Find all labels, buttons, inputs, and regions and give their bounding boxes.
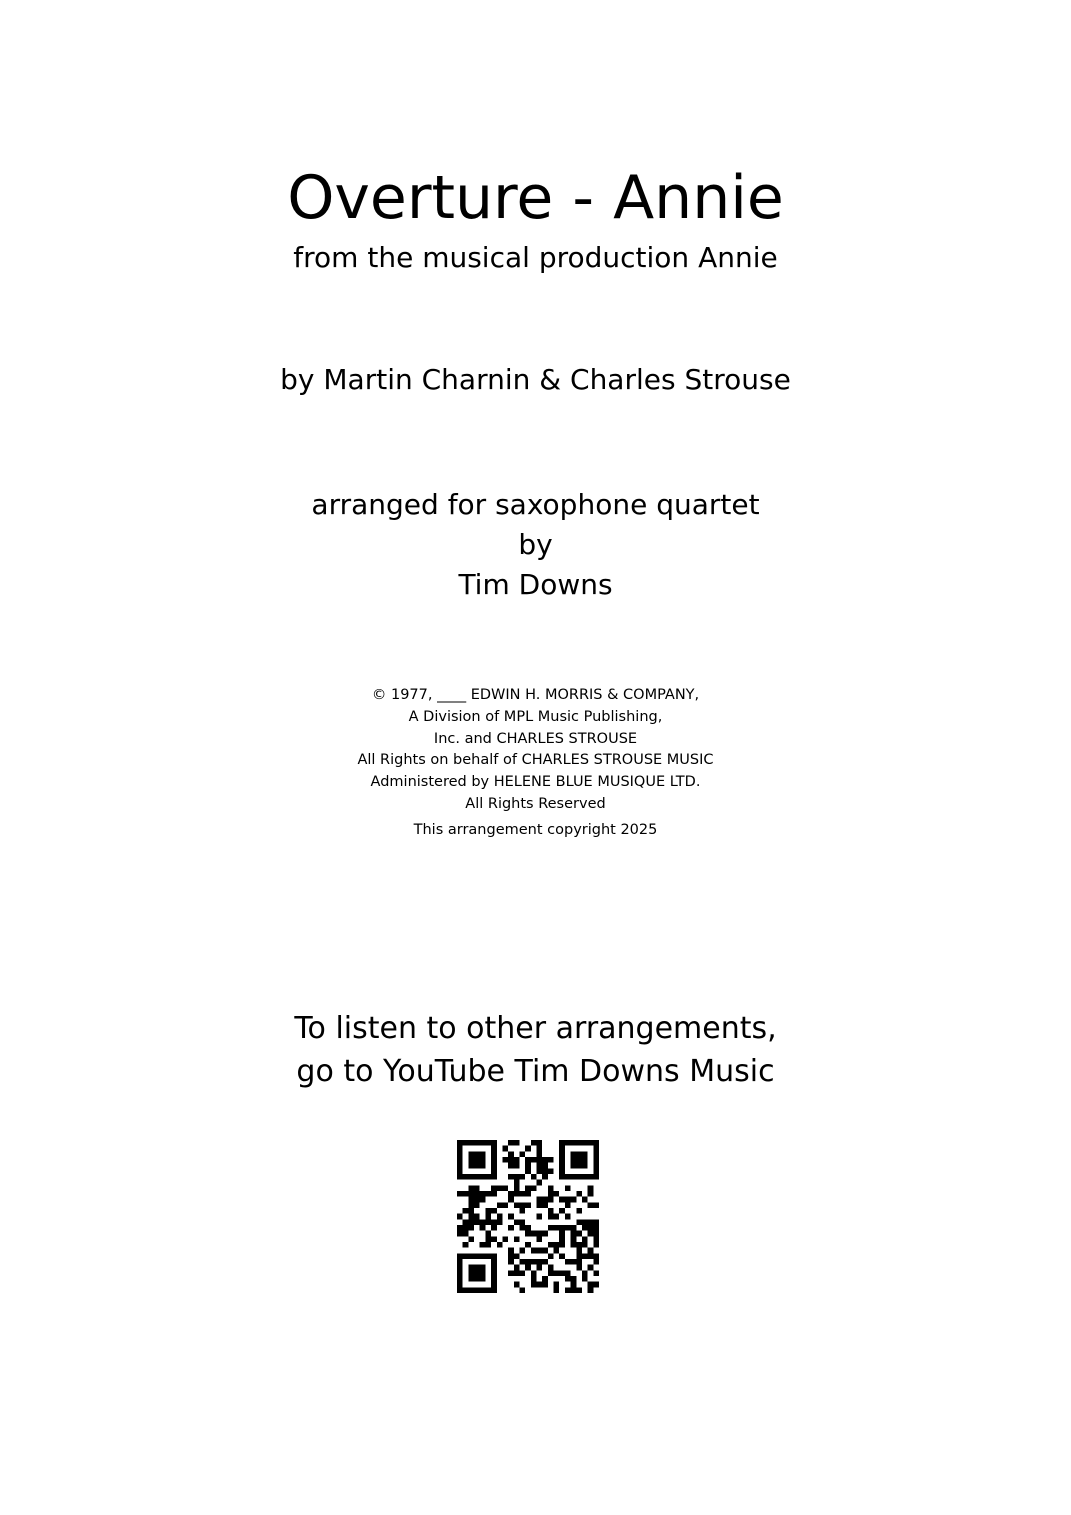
qr-code-icon [457, 1140, 599, 1293]
copyright-line: All Rights on behalf of CHARLES STROUSE MUSIC [357, 752, 714, 769]
listen-invitation [0, 1007, 1071, 1093]
copyright-line: Inc. and CHARLES STROUSE [433, 730, 638, 747]
arranger-name: Tim Downs [458, 568, 613, 601]
copyright-line: Administered by HELENE BLUE MUSIQUE LTD. [370, 774, 701, 791]
page-title: Overture - Annie [287, 163, 784, 233]
copyright-line: All Rights Reserved [465, 795, 606, 812]
copyright-line: This arrangement copyright 2025 [413, 821, 658, 838]
copyright-line: A Division of MPL Music Publishing, [408, 708, 663, 725]
page-subtitle: from the musical production Annie [293, 241, 778, 274]
copyright-line: © 1977, ____ EDWIN H. MORRIS & COMPANY, [371, 687, 700, 703]
arrangement-line: arranged for saxophone quartet [311, 488, 760, 521]
arrangement-credit [0, 485, 1071, 605]
arrangement-line: by [518, 528, 553, 561]
composer-credit: by Martin Charnin & Charles Strouse [280, 363, 791, 396]
listen-line: To listen to other arrangements, [294, 1011, 777, 1046]
listen-line: go to YouTube Tim Downs Music [296, 1054, 775, 1089]
copyright-notice [0, 685, 1071, 842]
